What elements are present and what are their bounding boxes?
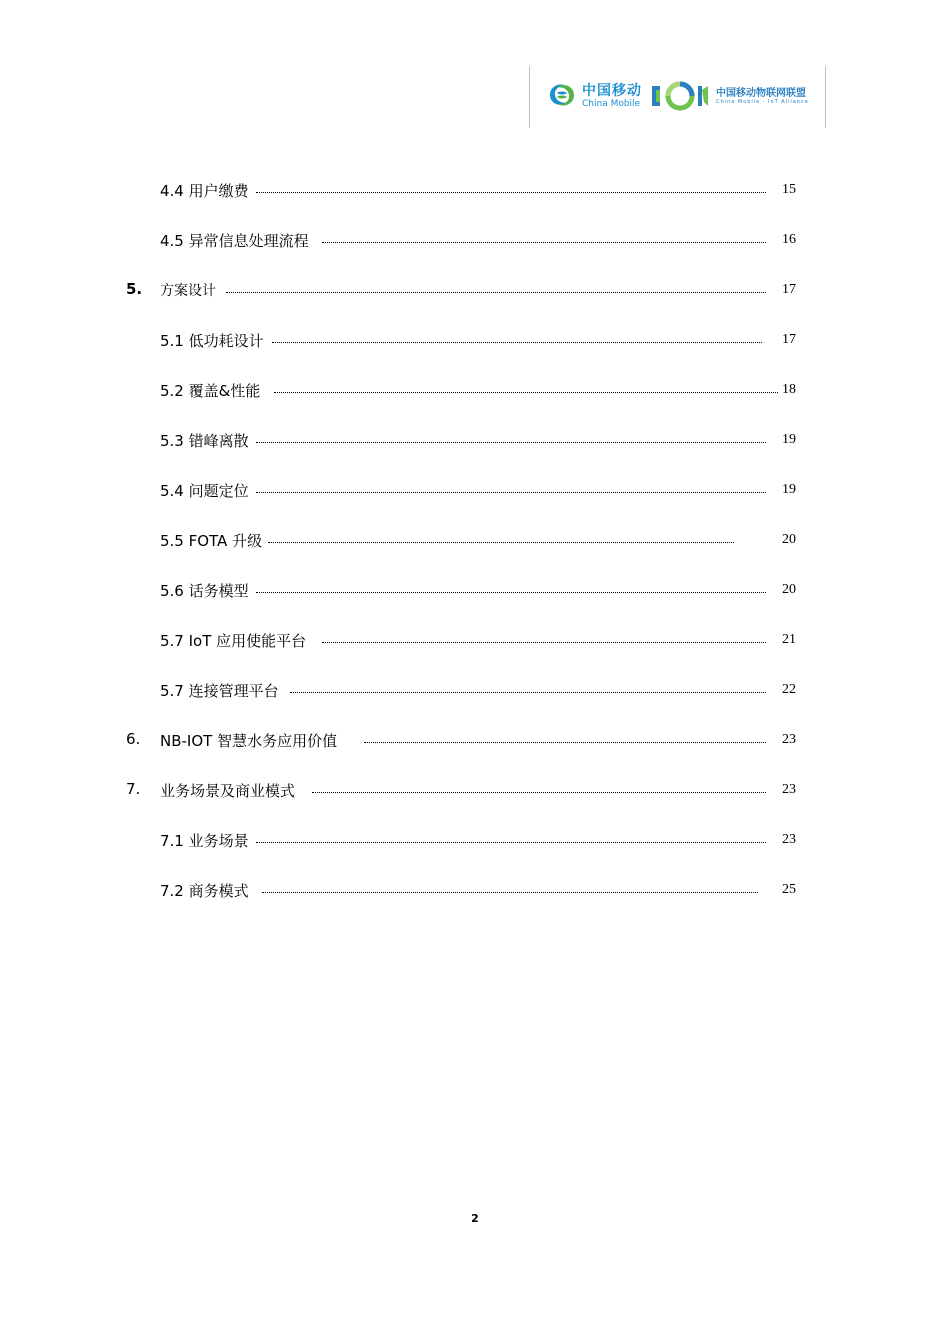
toc-entry-page: 19: [782, 482, 796, 497]
china-mobile-name-zh: 中国移动: [582, 83, 642, 99]
toc-leader-dots: [268, 542, 734, 543]
iot-alliance-name-zh: 中国移动物联网联盟: [716, 88, 806, 99]
toc-leader-dots: [290, 692, 766, 693]
toc-entry-title: 7.1 业务场景: [160, 832, 249, 850]
toc-entry-page: 18: [782, 382, 796, 397]
toc-entry-title: 5.7 连接管理平台: [160, 682, 279, 700]
toc-entry[interactable]: [126, 378, 796, 402]
china-mobile-logo: [546, 78, 646, 114]
page-number: 2: [471, 1212, 479, 1225]
toc-entry[interactable]: [126, 628, 796, 652]
toc-entry-page: 21: [782, 632, 796, 647]
iot-alliance-logo: [650, 80, 710, 112]
page-header: [529, 66, 826, 128]
toc-entry-title: 5.6 话务模型: [160, 582, 249, 600]
toc-leader-dots: [364, 742, 766, 743]
toc-entry[interactable]: [126, 728, 796, 752]
toc-entry[interactable]: [126, 578, 796, 602]
toc-entry-page: 22: [782, 682, 796, 697]
toc-leader-dots: [256, 492, 766, 493]
toc-entry-title: 4.5 异常信息处理流程: [160, 232, 309, 250]
toc-leader-dots: [322, 242, 766, 243]
toc-leader-dots: [256, 842, 766, 843]
toc-entry-title: NB-IOT 智慧水务应用价值: [160, 732, 338, 750]
toc-entry-page: 20: [782, 532, 796, 547]
toc-entry-number: 5.: [126, 280, 143, 298]
toc-entry[interactable]: [126, 178, 796, 202]
toc-leader-dots: [256, 592, 766, 593]
toc-entry-page: 23: [782, 832, 796, 847]
toc-leader-dots: [262, 892, 758, 893]
toc-leader-dots: [272, 342, 762, 343]
toc-entry-title: 7.2 商务模式: [160, 882, 249, 900]
toc-entry-page: 23: [782, 782, 796, 797]
iot-alliance-name-en: China Mobile · IoT Alliance: [716, 99, 809, 105]
china-mobile-name-en: China Mobile: [582, 99, 641, 109]
toc-entry[interactable]: [126, 278, 796, 302]
toc-entry-title: 业务场景及商业模式: [160, 782, 296, 800]
toc-entry-title: 5.4 问题定位: [160, 482, 249, 500]
iot-alliance-logo-icon: [650, 80, 710, 112]
toc-leader-dots: [322, 642, 766, 643]
toc-entry[interactable]: [126, 778, 796, 802]
toc-entry-number: 6.: [126, 730, 141, 748]
toc-entry[interactable]: [126, 478, 796, 502]
toc-entry-page: 17: [782, 332, 796, 347]
toc-entry-page: 17: [782, 282, 796, 297]
toc-entry-page: 25: [782, 882, 796, 897]
toc-entry-title: 5.3 错峰离散: [160, 432, 249, 450]
toc-leader-dots: [256, 442, 766, 443]
toc-entry[interactable]: [126, 328, 796, 352]
toc-entry[interactable]: [126, 528, 796, 552]
china-mobile-logo-icon: [546, 80, 578, 110]
toc-entry-number: 7.: [126, 780, 141, 798]
toc-entry-title: 5.1 低功耗设计: [160, 332, 264, 350]
toc-leader-dots: [226, 292, 766, 293]
toc-entry[interactable]: [126, 878, 796, 902]
toc-entry-page: 15: [782, 182, 796, 197]
toc-entry-page: 19: [782, 432, 796, 447]
toc-entry[interactable]: [126, 678, 796, 702]
toc-leader-dots: [256, 192, 766, 193]
toc-entry[interactable]: [126, 228, 796, 252]
toc-leader-dots: [312, 792, 766, 793]
toc-entry-title: 方案设计: [160, 280, 216, 300]
toc-leader-dots: [274, 392, 778, 393]
toc-entry-title: 5.2 覆盖&性能: [160, 382, 261, 400]
toc-entry-page: 16: [782, 232, 796, 247]
toc-entry-title: 5.5 FOTA 升级: [160, 532, 263, 550]
toc-entry[interactable]: [126, 828, 796, 852]
toc-entry-page: 23: [782, 732, 796, 747]
toc-entry-title: 4.4 用户缴费: [160, 182, 249, 200]
toc-entry-page: 20: [782, 582, 796, 597]
toc-entry-title: 5.7 IoT 应用使能平台: [160, 632, 307, 650]
toc-entry[interactable]: [126, 428, 796, 452]
